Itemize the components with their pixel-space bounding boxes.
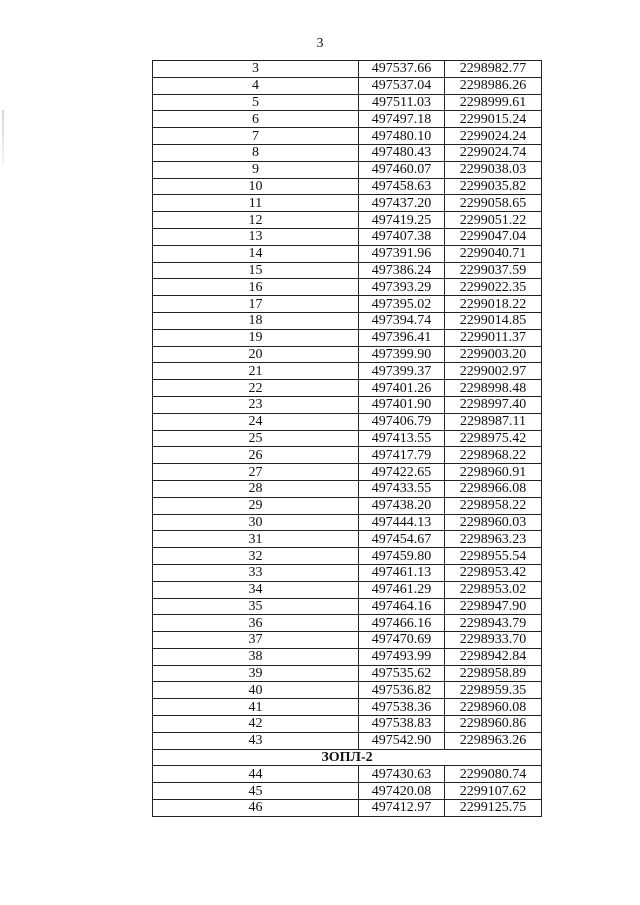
y-coordinate-cell: 2298982.77: [445, 61, 542, 78]
x-coordinate-cell: 497407.38: [359, 228, 445, 245]
table-row: [153, 716, 542, 733]
point-number-cell: 18: [153, 312, 359, 329]
point-number-cell: 25: [153, 430, 359, 447]
x-coordinate-cell: 497406.79: [359, 413, 445, 430]
y-coordinate-cell: 2299080.74: [445, 766, 542, 783]
point-number-cell: 6: [153, 111, 359, 128]
point-number-cell: 10: [153, 178, 359, 195]
table-row: [153, 111, 542, 128]
y-coordinate-cell: 2298975.42: [445, 430, 542, 447]
table-row: [153, 682, 542, 699]
y-coordinate-cell: 2298986.26: [445, 77, 542, 94]
table-row: [153, 514, 542, 531]
x-coordinate-cell: 497537.04: [359, 77, 445, 94]
y-coordinate-cell: 2299038.03: [445, 161, 542, 178]
y-coordinate-cell: 2299024.74: [445, 144, 542, 161]
table-row: [153, 144, 542, 161]
table-row: [153, 783, 542, 800]
x-coordinate-cell: 497395.02: [359, 296, 445, 313]
coordinates-table: [152, 60, 542, 817]
y-coordinate-cell: 2299058.65: [445, 195, 542, 212]
table-row: [153, 598, 542, 615]
point-number-cell: 45: [153, 783, 359, 800]
x-coordinate-cell: 497538.83: [359, 716, 445, 733]
table-row: [153, 732, 542, 749]
table-row: [153, 480, 542, 497]
table-row: [153, 548, 542, 565]
section-header-row: [153, 749, 542, 766]
point-number-cell: 4: [153, 77, 359, 94]
x-coordinate-cell: 497538.36: [359, 699, 445, 716]
y-coordinate-cell: 2299037.59: [445, 262, 542, 279]
y-coordinate-cell: 2298997.40: [445, 396, 542, 413]
x-coordinate-cell: 497437.20: [359, 195, 445, 212]
y-coordinate-cell: 2298960.03: [445, 514, 542, 531]
table-row: [153, 699, 542, 716]
table-row: [153, 161, 542, 178]
x-coordinate-cell: 497480.10: [359, 128, 445, 145]
point-number-cell: 24: [153, 413, 359, 430]
point-number-cell: 34: [153, 581, 359, 598]
x-coordinate-cell: 497458.63: [359, 178, 445, 195]
x-coordinate-cell: 497399.90: [359, 346, 445, 363]
point-number-cell: 28: [153, 480, 359, 497]
x-coordinate-cell: 497399.37: [359, 363, 445, 380]
point-number-cell: 11: [153, 195, 359, 212]
point-number-cell: 30: [153, 514, 359, 531]
x-coordinate-cell: 497511.03: [359, 94, 445, 111]
table-row: [153, 262, 542, 279]
y-coordinate-cell: 2298958.89: [445, 665, 542, 682]
table-row: [153, 346, 542, 363]
y-coordinate-cell: 2298960.86: [445, 716, 542, 733]
x-coordinate-cell: 497464.16: [359, 598, 445, 615]
table-row: [153, 178, 542, 195]
y-coordinate-cell: 2298968.22: [445, 447, 542, 464]
x-coordinate-cell: 497497.18: [359, 111, 445, 128]
table-row: [153, 77, 542, 94]
y-coordinate-cell: 2299014.85: [445, 312, 542, 329]
table-row: [153, 279, 542, 296]
y-coordinate-cell: 2298947.90: [445, 598, 542, 615]
point-number-cell: 36: [153, 615, 359, 632]
point-number-cell: 5: [153, 94, 359, 111]
y-coordinate-cell: 2298960.91: [445, 464, 542, 481]
table-row: [153, 128, 542, 145]
y-coordinate-cell: 2299125.75: [445, 800, 542, 817]
y-coordinate-cell: 2299024.24: [445, 128, 542, 145]
table-row: [153, 94, 542, 111]
y-coordinate-cell: 2299035.82: [445, 178, 542, 195]
x-coordinate-cell: 497394.74: [359, 312, 445, 329]
point-number-cell: 8: [153, 144, 359, 161]
table-row: [153, 380, 542, 397]
point-number-cell: 31: [153, 531, 359, 548]
x-coordinate-cell: 497419.25: [359, 212, 445, 229]
y-coordinate-cell: 2299107.62: [445, 783, 542, 800]
point-number-cell: 21: [153, 363, 359, 380]
table-row: [153, 396, 542, 413]
table-row: [153, 430, 542, 447]
x-coordinate-cell: 497396.41: [359, 329, 445, 346]
point-number-cell: 40: [153, 682, 359, 699]
x-coordinate-cell: 497459.80: [359, 548, 445, 565]
y-coordinate-cell: 2298943.79: [445, 615, 542, 632]
table-row: [153, 665, 542, 682]
x-coordinate-cell: 497466.16: [359, 615, 445, 632]
y-coordinate-cell: 2299002.97: [445, 363, 542, 380]
y-coordinate-cell: 2298933.70: [445, 632, 542, 649]
point-number-cell: 17: [153, 296, 359, 313]
table-row: [153, 766, 542, 783]
y-coordinate-cell: 2299047.04: [445, 228, 542, 245]
point-number-cell: 43: [153, 732, 359, 749]
y-coordinate-cell: 2298958.22: [445, 497, 542, 514]
x-coordinate-cell: 497460.07: [359, 161, 445, 178]
x-coordinate-cell: 497535.62: [359, 665, 445, 682]
table-row: [153, 195, 542, 212]
table-row: [153, 800, 542, 817]
x-coordinate-cell: 497542.90: [359, 732, 445, 749]
y-coordinate-cell: 2298953.02: [445, 581, 542, 598]
y-coordinate-cell: 2299015.24: [445, 111, 542, 128]
x-coordinate-cell: 497386.24: [359, 262, 445, 279]
point-number-cell: 16: [153, 279, 359, 296]
table-row: [153, 296, 542, 313]
table-row: [153, 329, 542, 346]
x-coordinate-cell: 497454.67: [359, 531, 445, 548]
y-coordinate-cell: 2299051.22: [445, 212, 542, 229]
y-coordinate-cell: 2298963.26: [445, 732, 542, 749]
x-coordinate-cell: 497433.55: [359, 480, 445, 497]
table-row: [153, 312, 542, 329]
x-coordinate-cell: 497420.08: [359, 783, 445, 800]
x-coordinate-cell: 497430.63: [359, 766, 445, 783]
point-number-cell: 42: [153, 716, 359, 733]
point-number-cell: 20: [153, 346, 359, 363]
table-row: [153, 212, 542, 229]
point-number-cell: 12: [153, 212, 359, 229]
y-coordinate-cell: 2298966.08: [445, 480, 542, 497]
table-row: [153, 581, 542, 598]
point-number-cell: 44: [153, 766, 359, 783]
y-coordinate-cell: 2298987.11: [445, 413, 542, 430]
point-number-cell: 41: [153, 699, 359, 716]
point-number-cell: 37: [153, 632, 359, 649]
y-coordinate-cell: 2298960.08: [445, 699, 542, 716]
y-coordinate-cell: 2299022.35: [445, 279, 542, 296]
table-row: [153, 245, 542, 262]
x-coordinate-cell: 497461.13: [359, 564, 445, 581]
x-coordinate-cell: 497401.90: [359, 396, 445, 413]
x-coordinate-cell: 497417.79: [359, 447, 445, 464]
point-number-cell: 27: [153, 464, 359, 481]
x-coordinate-cell: 497480.43: [359, 144, 445, 161]
section-title: ЗОПЛ-2: [153, 749, 542, 766]
point-number-cell: 29: [153, 497, 359, 514]
x-coordinate-cell: 497401.26: [359, 380, 445, 397]
x-coordinate-cell: 497422.65: [359, 464, 445, 481]
point-number-cell: 7: [153, 128, 359, 145]
point-number-cell: 22: [153, 380, 359, 397]
table-row: [153, 228, 542, 245]
x-coordinate-cell: 497444.13: [359, 514, 445, 531]
point-number-cell: 35: [153, 598, 359, 615]
x-coordinate-cell: 497470.69: [359, 632, 445, 649]
y-coordinate-cell: 2298959.35: [445, 682, 542, 699]
table-row: [153, 615, 542, 632]
x-coordinate-cell: 497438.20: [359, 497, 445, 514]
point-number-cell: 13: [153, 228, 359, 245]
x-coordinate-cell: 497493.99: [359, 648, 445, 665]
table-row: [153, 564, 542, 581]
y-coordinate-cell: 2298963.23: [445, 531, 542, 548]
y-coordinate-cell: 2299040.71: [445, 245, 542, 262]
point-number-cell: 23: [153, 396, 359, 413]
page-number: 3: [316, 36, 324, 51]
x-coordinate-cell: 497393.29: [359, 279, 445, 296]
y-coordinate-cell: 2298998.48: [445, 380, 542, 397]
table-row: [153, 648, 542, 665]
table-row: [153, 413, 542, 430]
point-number-cell: 3: [153, 61, 359, 78]
table-row: [153, 497, 542, 514]
y-coordinate-cell: 2298942.84: [445, 648, 542, 665]
x-coordinate-cell: 497391.96: [359, 245, 445, 262]
y-coordinate-cell: 2299018.22: [445, 296, 542, 313]
point-number-cell: 33: [153, 564, 359, 581]
point-number-cell: 19: [153, 329, 359, 346]
y-coordinate-cell: 2298999.61: [445, 94, 542, 111]
point-number-cell: 46: [153, 800, 359, 817]
point-number-cell: 32: [153, 548, 359, 565]
y-coordinate-cell: 2298955.54: [445, 548, 542, 565]
point-number-cell: 39: [153, 665, 359, 682]
y-coordinate-cell: 2299003.20: [445, 346, 542, 363]
point-number-cell: 9: [153, 161, 359, 178]
x-coordinate-cell: 497412.97: [359, 800, 445, 817]
table-row: [153, 464, 542, 481]
point-number-cell: 38: [153, 648, 359, 665]
point-number-cell: 15: [153, 262, 359, 279]
table-row: [153, 61, 542, 78]
table-row: [153, 447, 542, 464]
scan-edge-artifact: [2, 110, 4, 165]
point-number-cell: 26: [153, 447, 359, 464]
y-coordinate-cell: 2298953.42: [445, 564, 542, 581]
table-row: [153, 363, 542, 380]
x-coordinate-cell: 497413.55: [359, 430, 445, 447]
x-coordinate-cell: 497461.29: [359, 581, 445, 598]
table-row: [153, 531, 542, 548]
table-row: [153, 632, 542, 649]
coordinates-table-body: [153, 61, 542, 817]
y-coordinate-cell: 2299011.37: [445, 329, 542, 346]
x-coordinate-cell: 497537.66: [359, 61, 445, 78]
x-coordinate-cell: 497536.82: [359, 682, 445, 699]
point-number-cell: 14: [153, 245, 359, 262]
